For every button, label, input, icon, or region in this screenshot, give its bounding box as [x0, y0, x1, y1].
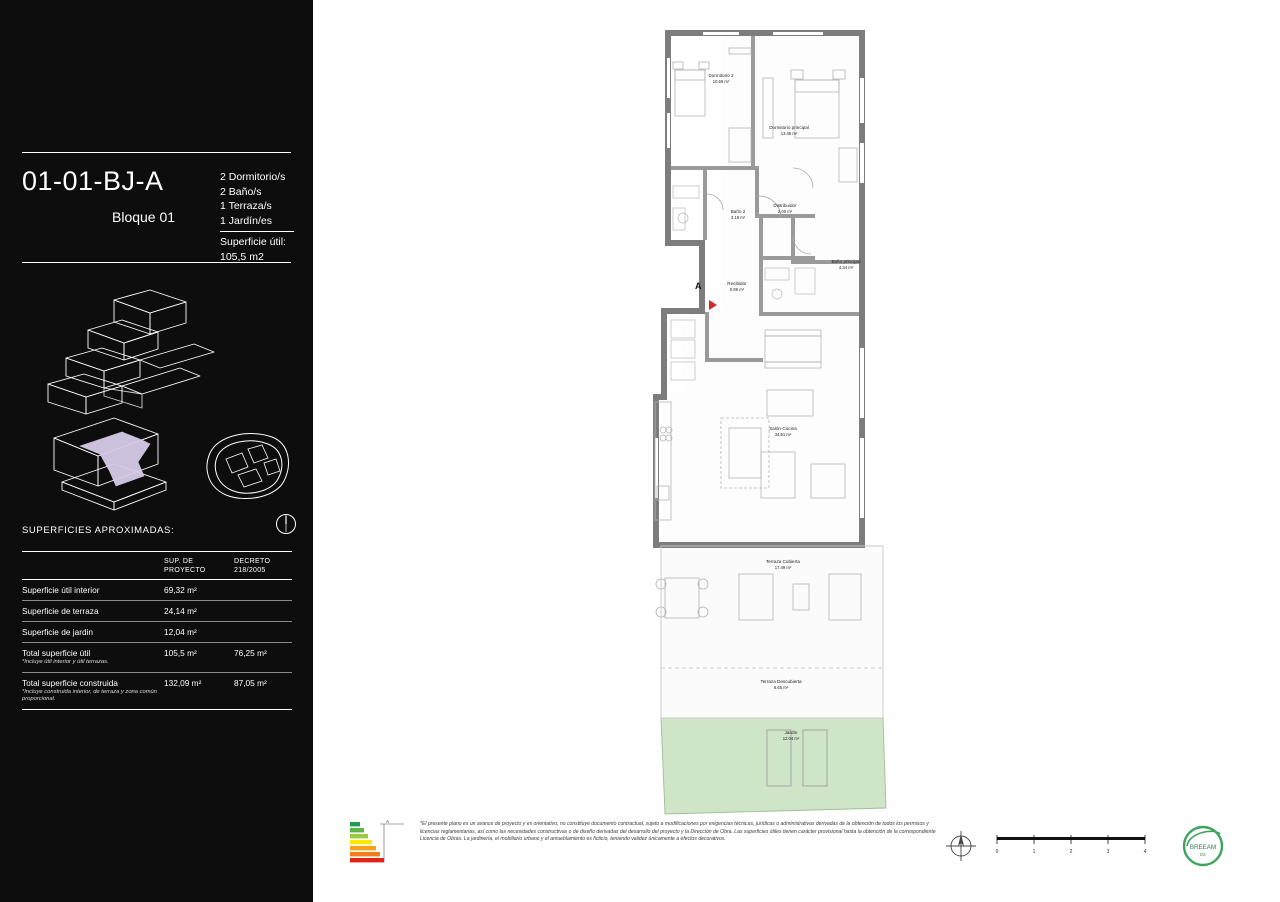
- room-label-dormitorio-principal: [753, 125, 825, 137]
- spec-bathrooms: 2 Baño/s: [220, 185, 262, 198]
- room-name: Baño 2: [730, 209, 746, 214]
- row-project: 105,5 m²: [164, 648, 197, 658]
- table-row: [22, 580, 292, 600]
- page-title: 01-01-BJ-A: [22, 166, 164, 196]
- table-row: [22, 622, 292, 642]
- row-project: 69,32 m²: [164, 585, 197, 595]
- row-concept-text: Total superficie útil: [22, 648, 91, 658]
- breeam-logo-icon: [1175, 822, 1231, 870]
- svg-text:3: 3: [1106, 849, 1110, 855]
- surfaces-table: [22, 551, 292, 710]
- svg-text:1: 1: [1032, 849, 1036, 855]
- north-indicator-icon: [275, 513, 297, 535]
- table-row: [22, 601, 292, 621]
- row-note: *Incluye útil interior y útil terrazas.: [22, 659, 109, 665]
- useful-area-value: 105,5 m2: [220, 250, 264, 263]
- room-name: Terraza Descubierta: [760, 679, 802, 684]
- energy-rating-icon: [346, 818, 408, 866]
- room-area: 12.04 m²: [782, 736, 800, 741]
- row-note: *Incluye construida interior, de terraza y zona común proporcional.: [22, 688, 158, 702]
- room-label-distribuidor: [761, 203, 809, 215]
- svg-text:0: 0: [995, 849, 999, 855]
- spec-bedrooms: 2 Dormitorio/s: [220, 171, 286, 183]
- surfaces-heading: SUPERFICIES APROXIMADAS:: [22, 525, 175, 536]
- table-row: [22, 673, 292, 709]
- row-concept: [22, 678, 164, 704]
- room-label-bano-2: [718, 209, 758, 221]
- room-label-recibidor: [715, 281, 759, 293]
- spec-divider: [220, 231, 294, 232]
- table-header-row: [22, 552, 292, 579]
- row-concept: Superficie útil interior: [22, 585, 100, 595]
- scale-bar: [993, 832, 1153, 860]
- room-name: Recibidor: [727, 281, 747, 286]
- table-row: [22, 643, 292, 672]
- header-concept: [22, 557, 164, 575]
- room-label-dormitorio-2: [691, 73, 751, 85]
- room-area: 17.49 m²: [774, 565, 792, 570]
- room-name: Dormitorio principal: [769, 125, 809, 130]
- room-area: 2.00 m²: [777, 209, 793, 214]
- svg-text:A: A: [386, 819, 390, 824]
- room-label-bano-principal: [818, 259, 874, 271]
- row-concept: [22, 648, 164, 667]
- entry-label: A: [695, 281, 702, 291]
- legal-disclaimer: *El presente plano es un avance de proyecto y es orientativo, no constituye documento contractual, sujeto a modificaciones por exigencias técnicas, jurídicas o administrativas derivadas de la obtención de todos los permisos y licencias reglamentarias, así como las necesidades constructivas o de diseño derivadas del desarrollo del proyecto y la Dirección de Obra. Las superficies útiles tienen carácter provisional hasta la obtención de la correspondiente Licencia de Obras. La jardinería, el mobiliario urbano y el amueblamiento es ficticio, teniendo validez únicamente a efectos decorativos.: [420, 821, 936, 843]
- room-label-terraza-descubierta: [741, 679, 821, 691]
- svg-text:BREEAM: BREEAM: [1189, 844, 1217, 851]
- row-project: 24,14 m²: [164, 606, 197, 616]
- room-label-jardin: [763, 730, 819, 742]
- room-name: Salón-Cocina: [769, 426, 797, 431]
- north-compass-icon: [943, 828, 979, 864]
- room-name: Terraza Cubierta: [766, 559, 800, 564]
- row-concept-text: Total superficie construida: [22, 677, 118, 688]
- floor-plan-drawing: [643, 18, 903, 818]
- header-project: SUP. DE PROYECTO: [164, 558, 206, 574]
- info-sidebar: [0, 0, 313, 902]
- row-concept: Superficie de jardin: [22, 627, 94, 637]
- room-area: 6.65 m²: [773, 685, 789, 690]
- row-project: 12,04 m²: [164, 627, 197, 637]
- row-decreto: 87,05 m²: [234, 677, 267, 688]
- header-decreto: DECRETO 218/2005: [234, 558, 271, 574]
- spec-terraces: 1 Terraza/s: [220, 200, 272, 212]
- divider-below-title: [22, 262, 291, 263]
- svg-text:4: 4: [1143, 849, 1147, 855]
- room-area: 10.66 m²: [712, 79, 730, 84]
- room-area: 34.81 m²: [774, 432, 792, 437]
- room-name: Baño principal: [831, 259, 861, 264]
- row-decreto: 76,25 m²: [234, 648, 267, 658]
- room-area: 13.46 m²: [780, 131, 798, 136]
- drawing-area: [313, 0, 1280, 902]
- room-area: 0.86 m²: [729, 287, 745, 292]
- divider-top: [22, 152, 291, 153]
- svg-text:ES: ES: [1200, 852, 1206, 857]
- room-name: Jardín: [784, 730, 798, 735]
- table-rule-bottom: [22, 709, 292, 710]
- spec-gardens: 1 Jardín/es: [220, 214, 272, 227]
- room-area: 3.18 m²: [730, 215, 746, 220]
- useful-area-label: Superficie útil:: [220, 236, 286, 248]
- unit-specs: [220, 170, 315, 264]
- room-label-salon-cocina: [751, 426, 815, 438]
- block-label: Bloque 01: [112, 209, 176, 225]
- row-concept: Superficie de terraza: [22, 606, 99, 616]
- room-name: Distribuidor: [773, 203, 797, 208]
- room-label-terraza-cubierta: [750, 559, 816, 571]
- room-area: 4.34 m²: [838, 265, 854, 270]
- room-name: Dormitorio 2: [708, 73, 734, 78]
- svg-text:2: 2: [1069, 849, 1073, 855]
- site-key-plan: [198, 425, 296, 505]
- row-project: 132,09 m²: [164, 677, 202, 688]
